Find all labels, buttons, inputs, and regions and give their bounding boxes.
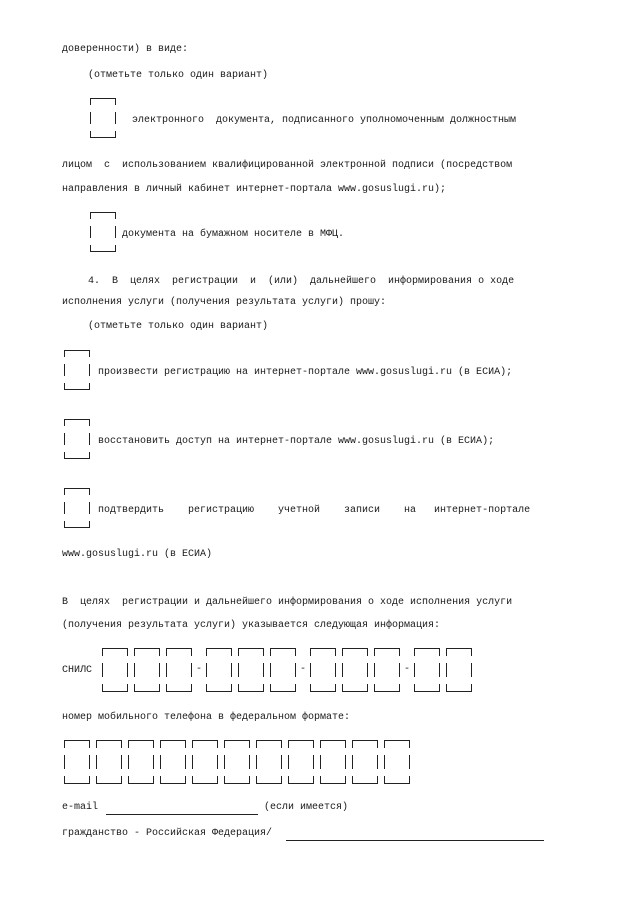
- item4-line1: 4. В целях регистрации и (или) дальнейшего информирования о ходе: [88, 276, 515, 287]
- snils-digit-cell[interactable]: [342, 648, 368, 692]
- snils-separator: -: [196, 664, 203, 675]
- choose-one-hint-2: (отметьте только один вариант): [88, 321, 269, 332]
- option-electronic-line1: электронного документа, подписанного уполномоченным должностным: [132, 115, 517, 126]
- option-confirm-line1: подтвердить регистрацию учетной записи на интернет-портале: [98, 505, 531, 516]
- option-restore: восстановить доступ на интернет-портале www.gosuslugi.ru (в ЕСИА);: [98, 436, 495, 447]
- option-confirm-line2: www.gosuslugi.ru (в ЕСИА): [62, 549, 213, 560]
- phone-digit-cell[interactable]: [96, 740, 122, 784]
- phone-digit-cell[interactable]: [352, 740, 378, 784]
- option-paper: документа на бумажном носителе в МФЦ.: [122, 229, 345, 240]
- phone-digit-cell[interactable]: [288, 740, 314, 784]
- snils-digit-cell[interactable]: [446, 648, 472, 692]
- snils-digit-cell[interactable]: [102, 648, 128, 692]
- snils-digit-cell[interactable]: [206, 648, 232, 692]
- snils-separator: -: [300, 664, 307, 675]
- phone-label: номер мобильного телефона в федеральном формате:: [62, 712, 351, 723]
- line-top: доверенности) в виде:: [62, 44, 189, 55]
- email-label: e-mail: [62, 802, 99, 813]
- choose-one-hint: (отметьте только один вариант): [88, 70, 269, 81]
- phone-digit-cell[interactable]: [192, 740, 218, 784]
- checkbox-paper[interactable]: [90, 212, 116, 252]
- option-register: произвести регистрацию на интернет-портале www.gosuslugi.ru (в ЕСИА);: [98, 367, 513, 378]
- checkbox-electronic[interactable]: [90, 98, 116, 138]
- snils-digit-cell[interactable]: [166, 648, 192, 692]
- email-field[interactable]: [106, 814, 258, 815]
- phone-digit-cell[interactable]: [320, 740, 346, 784]
- phone-digit-cell[interactable]: [224, 740, 250, 784]
- phone-digit-cell[interactable]: [160, 740, 186, 784]
- phone-digit-cell[interactable]: [64, 740, 90, 784]
- option-electronic-line3: направления в личный кабинет интернет-портала www.gosuslugi.ru);: [62, 184, 447, 195]
- info-line2: (получения результата услуги) указывается следующая информация:: [62, 620, 441, 631]
- snils-digit-cell[interactable]: [374, 648, 400, 692]
- citizenship-label: гражданство - Российская Федерация/: [62, 828, 273, 839]
- checkbox-confirm[interactable]: [64, 488, 90, 528]
- checkbox-restore[interactable]: [64, 419, 90, 459]
- snils-digit-cell[interactable]: [238, 648, 264, 692]
- snils-digit-cell[interactable]: [310, 648, 336, 692]
- option-electronic-line2: лицом с использованием квалифицированной электронной подписи (посредством: [62, 160, 513, 171]
- citizenship-field[interactable]: [286, 840, 544, 841]
- snils-digit-cell[interactable]: [270, 648, 296, 692]
- snils-digit-cell[interactable]: [414, 648, 440, 692]
- snils-digit-cell[interactable]: [134, 648, 160, 692]
- phone-digit-cell[interactable]: [384, 740, 410, 784]
- info-line1: В целях регистрации и дальнейшего информирования о ходе исполнения услуги: [62, 597, 513, 608]
- phone-digit-cell[interactable]: [128, 740, 154, 784]
- checkbox-register[interactable]: [64, 350, 90, 390]
- snils-label: СНИЛС: [62, 665, 93, 676]
- snils-separator: -: [404, 664, 411, 675]
- email-note: (если имеется): [264, 802, 349, 813]
- phone-digit-cell[interactable]: [256, 740, 282, 784]
- item4-line2: исполнения услуги (получения результата услуги) прошу:: [62, 297, 387, 308]
